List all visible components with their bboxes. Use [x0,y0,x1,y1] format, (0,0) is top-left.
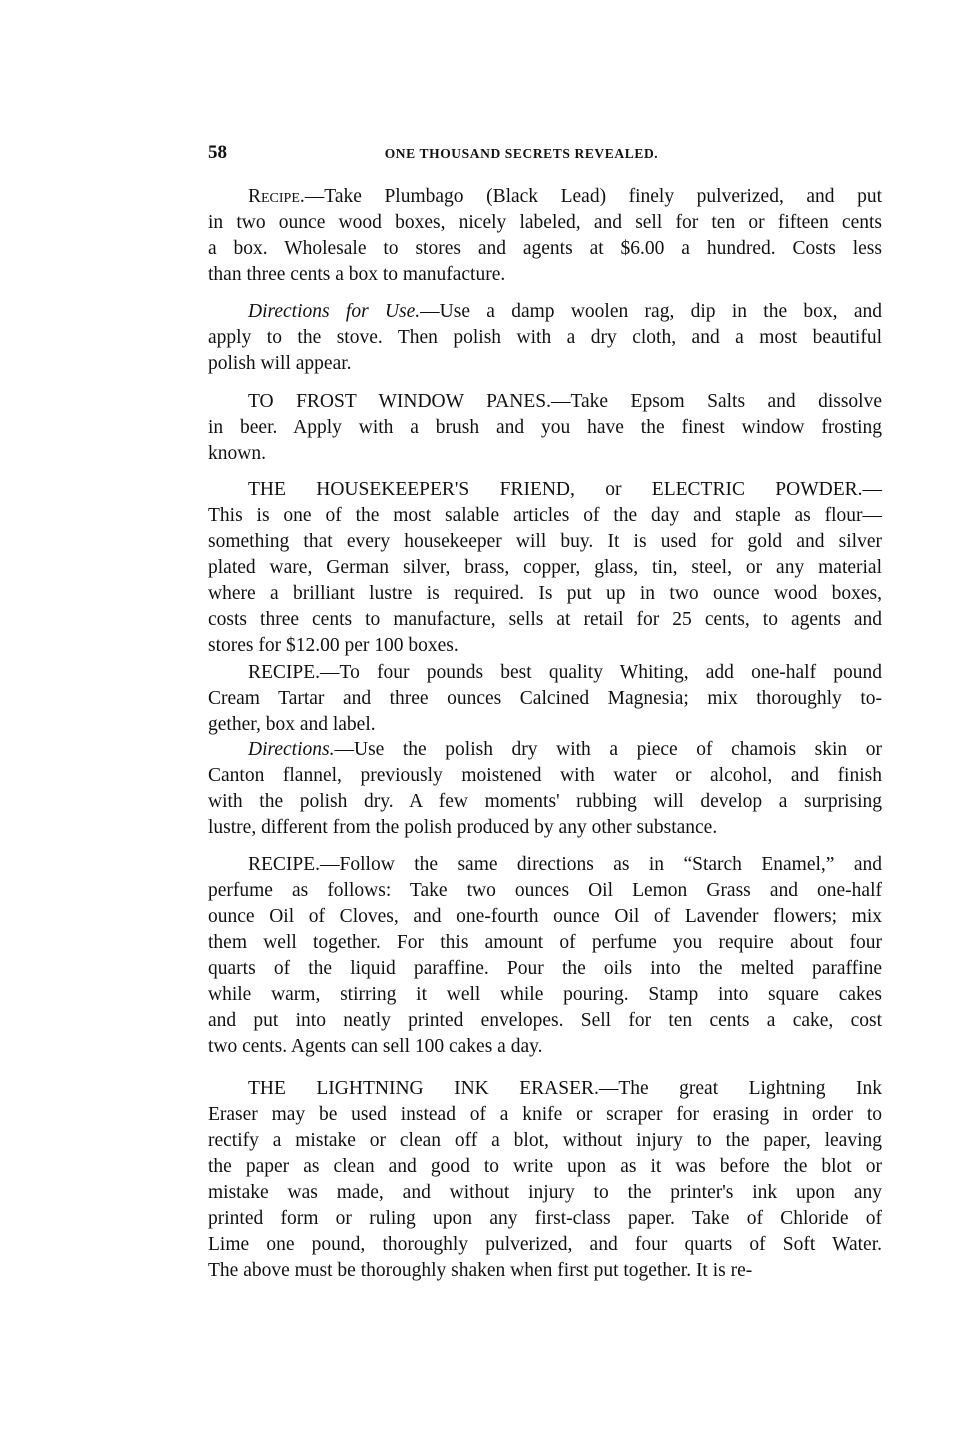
line-text: something that every housekeeper will buy. It is used for gold and silver [208,531,882,552]
paragraph [208,477,882,659]
line-text: the paper as clean and good to write upon as it was before the blot or [208,1156,882,1177]
paragraph [208,184,882,288]
line-text: THE LIGHTNING INK ERASER.—The great Lightning Ink [248,1078,882,1099]
text-line [208,633,882,659]
line-text: costs three cents to manufacture, sells at retail for 25 cents, to agents and [208,609,882,630]
text-line [208,852,882,878]
line-text: RECIPE.—Follow the same directions as in “Starch Enamel,” and [248,854,882,875]
text-line [208,737,882,763]
line-text: printed form or ruling upon any first-class paper. Take of Chloride of [208,1208,882,1229]
line-text: This is one of the most salable articles of the day and staple as flour— [208,505,882,526]
running-head: ONE THOUSAND SECRETS REVEALED. [384,146,659,161]
paragraph [208,660,882,738]
text-line [208,325,882,351]
line-text: stores for $12.00 per 100 boxes. [208,635,459,656]
text-line [208,1128,882,1154]
line-text: Cream Tartar and three ounces Calcined Magnesia; mix thoroughly to- [208,688,882,709]
text-line [208,529,882,555]
text-line [208,1008,882,1034]
text-line [208,1232,882,1258]
paragraph-lead: Recipe. [248,186,305,207]
line-text: than three cents a box to manufacture. [208,264,506,285]
paragraph [208,852,882,1060]
text-line [208,763,882,789]
line-text: apply to the stove. Then polish with a dry cloth, and a most beautiful [208,327,882,348]
line-text: in beer. Apply with a brush and you have the finest window frosting [208,417,882,438]
text-line [208,1102,882,1128]
paragraph [208,737,882,841]
line-text: rectify a mistake or clean off a blot, without injury to the paper, leaving [208,1130,882,1151]
text-line [208,956,882,982]
line-text: and put into neatly printed envelopes. Sell for ten cents a cake, cost [208,1010,882,1031]
line-text: where a brilliant lustre is required. Is put up in two ounce wood boxes, [208,583,882,604]
text-line [208,930,882,956]
line-text: in two ounce wood boxes, nicely labeled, and sell for ten or fifteen cents [208,212,882,233]
line-text: with the polish dry. A few moments' rubbing will develop a surprising [208,791,882,812]
text-line [208,236,882,262]
text-line [208,1180,882,1206]
line-text: while warm, stirring it well while pouring. Stamp into square cakes [208,984,882,1005]
line-text: them well together. For this amount of perfume you require about four [208,932,882,953]
text-line [208,351,882,377]
text-line [208,415,882,441]
text-line [208,1034,882,1060]
text-line [208,1076,882,1102]
line-text: —Use a damp woolen rag, dip in the box, and [420,301,882,322]
text-line [208,262,882,288]
text-line [208,581,882,607]
line-text: Canton flannel, previously moistened with water or alcohol, and finish [208,765,882,786]
line-text: The above must be thoroughly shaken when first put together. It is re- [208,1260,753,1281]
line-text: RECIPE.—To four pounds best quality Whiting, add one-half pound [248,662,882,683]
line-text: known. [208,443,266,464]
paragraph [208,299,882,377]
text-line [208,660,882,686]
line-text: a box. Wholesale to stores and agents at $6.00 a hundred. Costs less [208,238,882,259]
line-text: gether, box and label. [208,714,376,735]
text-line [208,210,882,236]
text-line [208,815,882,841]
line-text: TO FROST WINDOW PANES.—Take Epsom Salts and dissolve [248,391,882,412]
line-text: polish will appear. [208,353,352,374]
text-line [208,878,882,904]
text-line [208,982,882,1008]
text-line [208,503,882,529]
text-line [208,441,882,467]
line-text: —Take Plumbago (Black Lead) finely pulverized, and put [304,186,882,207]
text-line [208,1206,882,1232]
line-text: quarts of the liquid paraffine. Pour the oils into the melted paraffine [208,958,882,979]
text-line [208,299,882,325]
text-line [208,555,882,581]
line-text: mistake was made, and without injury to the printer's ink upon any [208,1182,882,1203]
paragraph-lead: Directions. [248,739,335,760]
text-line [208,712,882,738]
text-line [208,389,882,415]
line-text: two cents. Agents can sell 100 cakes a day. [208,1036,543,1057]
line-text: Eraser may be used instead of a knife or scraper for erasing in order to [208,1104,882,1125]
paragraph-lead: Directions for Use. [248,301,421,322]
line-text: —Use the polish dry with a piece of chamois skin or [334,739,882,760]
text-line [208,904,882,930]
line-text: perfume as follows: Take two ounces Oil Lemon Grass and one-half [208,880,882,901]
line-text: plated ware, German silver, brass, copper, glass, tin, steel, or any material [208,557,882,578]
line-text: Lime one pound, thoroughly pulverized, and four quarts of Soft Water. [208,1234,882,1255]
text-line [208,1258,882,1284]
text-line [208,789,882,815]
text-line [208,184,882,210]
text-line [208,686,882,712]
text-line [208,1154,882,1180]
page-number: 58 [208,142,227,163]
text-line [208,477,882,503]
text-line [208,607,882,633]
paragraph [208,389,882,467]
line-text: ounce Oil of Cloves, and one-fourth ounce Oil of Lavender flowers; mix [208,906,882,927]
paragraph [208,1076,882,1284]
line-text: THE HOUSEKEEPER'S FRIEND, or ELECTRIC POWDER.— [248,479,882,500]
line-text: lustre, different from the polish produced by any other substance. [208,817,718,838]
